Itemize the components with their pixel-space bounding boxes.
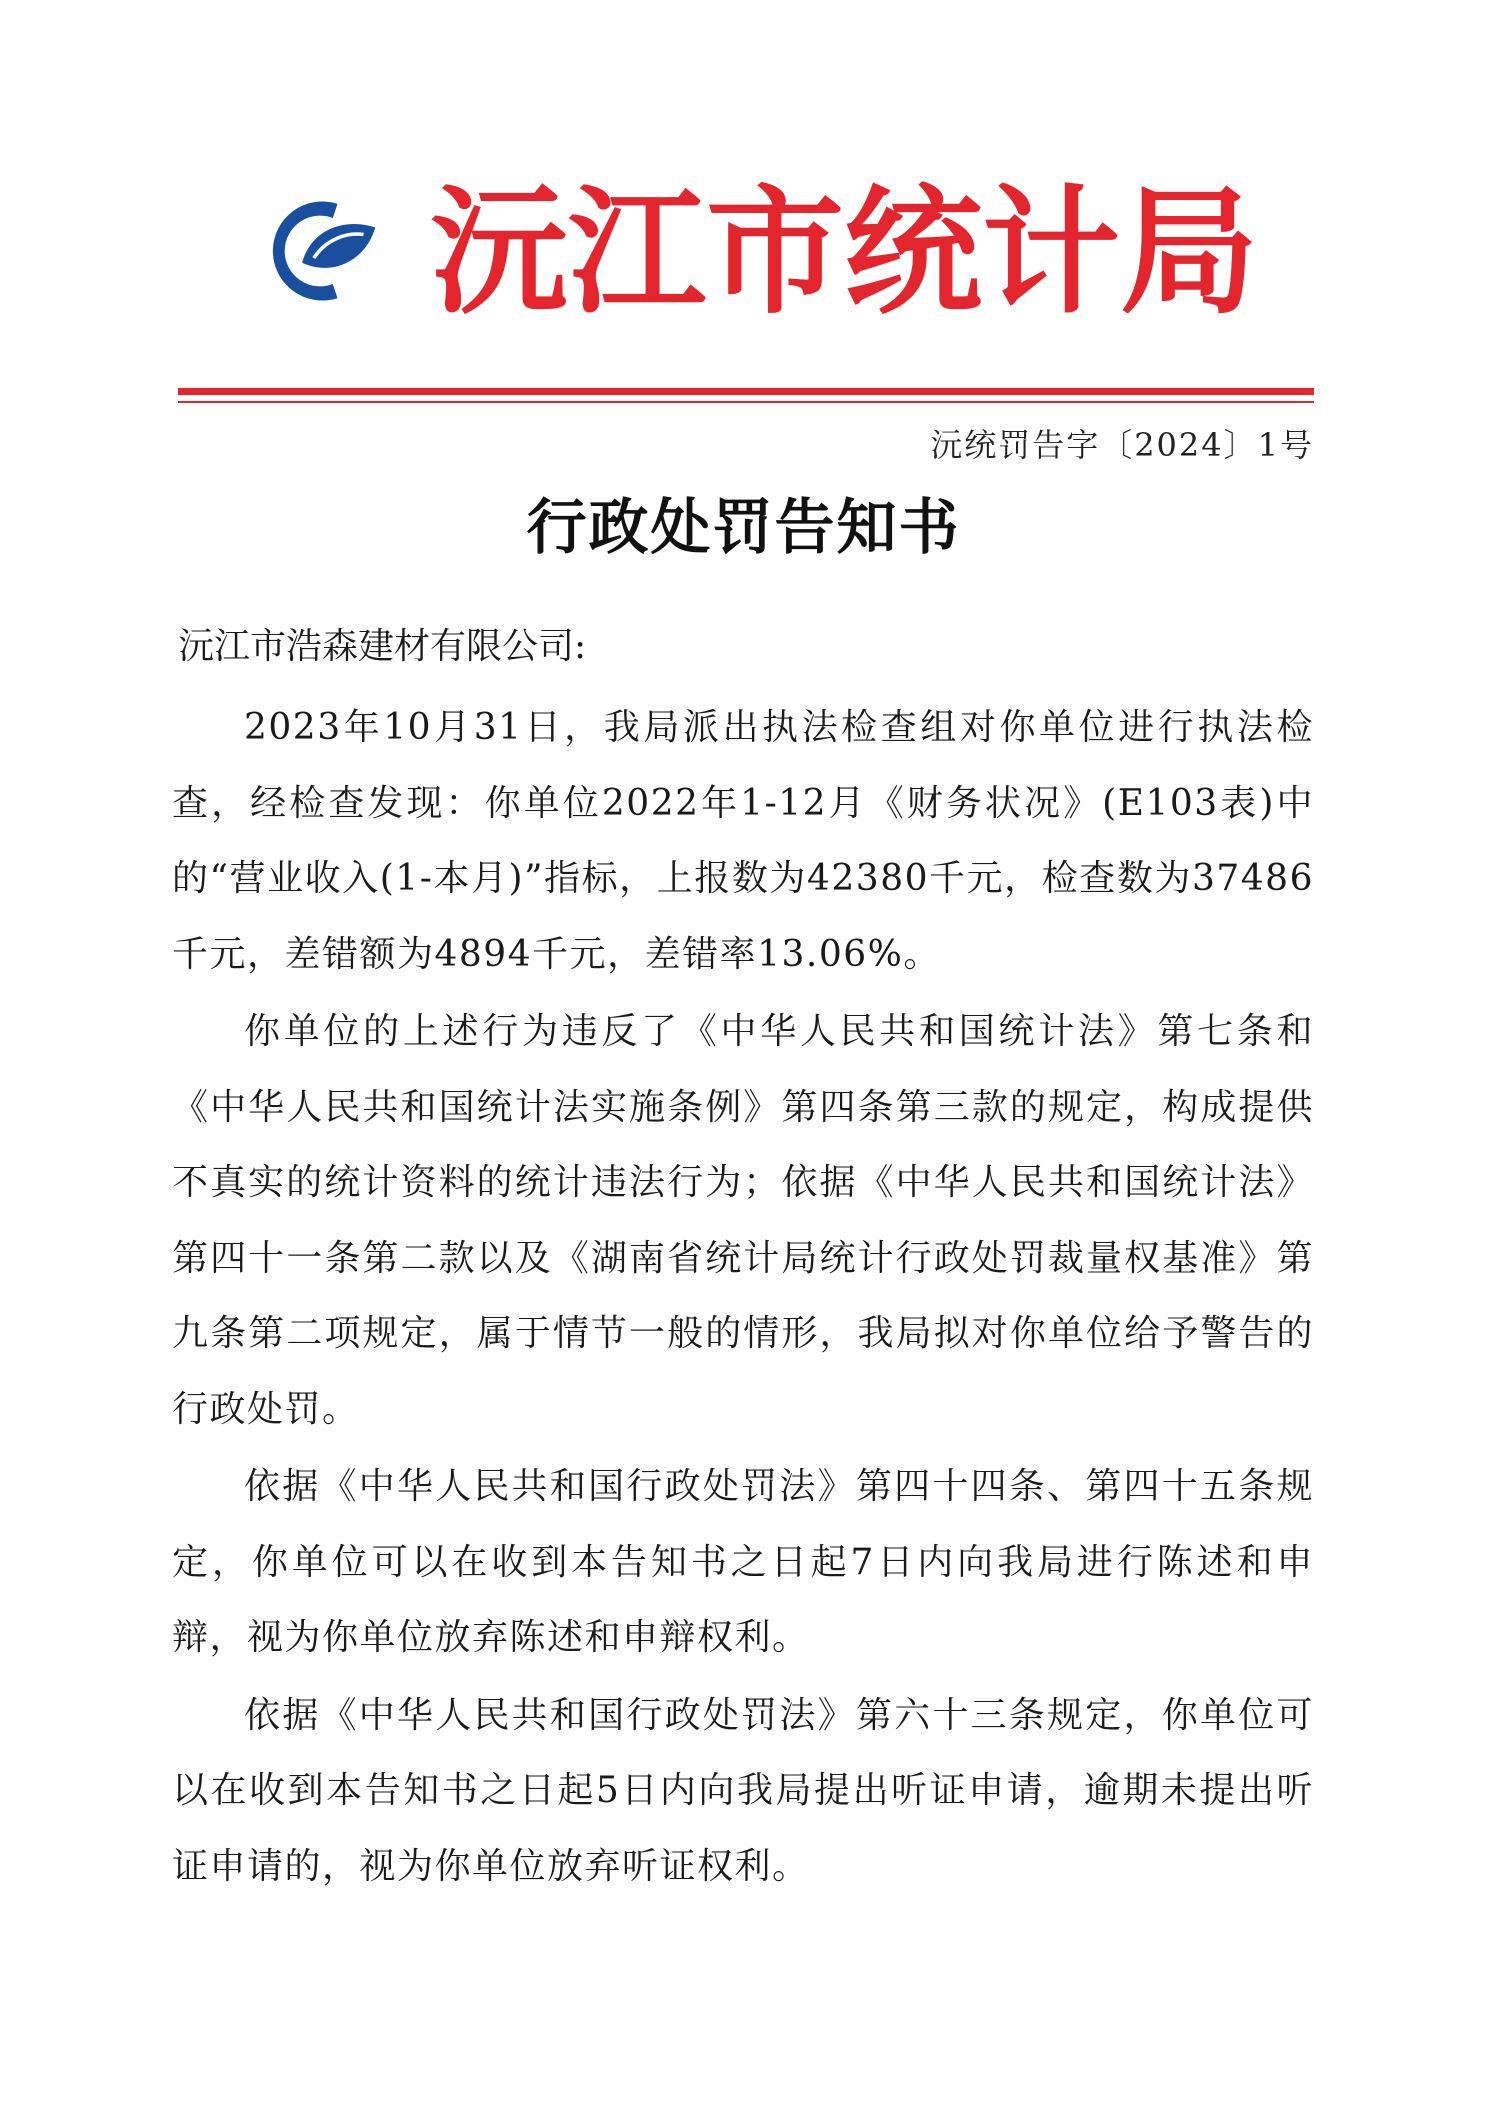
letterhead-divider-thick [178, 388, 1314, 395]
body-paragraph-right-to-hearing: 依据《中华人民共和国行政处罚法》第六十三条规定，你单位可以在收到本告知书之日起5日内向我局提出听证申请，逾期未提出听证申请的，视为你单位放弃听证权利。 [172, 1694, 1314, 1887]
document-body [172, 690, 1314, 1906]
agency-name-char: 沅 [430, 172, 569, 333]
agency-name-char: 江 [568, 172, 707, 333]
agency-name-char: 统 [844, 172, 983, 333]
agency-name [430, 168, 1259, 338]
body-paragraph-inspection-findings: 2023年10月31日，我局派出执法检查组对你单位进行执法检查，经检查发现：你单位2022年1-12月《财务状况》(E103表)中的“营业收入(1-本月)”指标，上报数为42380千元，检查数为37486千元，差错额为4894千元，差错率13.06%。 [172, 707, 1314, 975]
body-paragraph-violation-and-penalty: 你单位的上述行为违反了《中华人民共和国统计法》第七条和《中华人民共和国统计法实施条例》第四条第三款的规定，构成提供不真实的统计资料的统计违法行为；依据《中华人民共和国统计法》第四十一条第二款以及《湖南省统计局统计行政处罚裁量权基准》第九条第二项规定，属于情节一般的情形，我局拟对你单位给予警告的行政处罚。 [172, 1011, 1314, 1430]
body-paragraph-right-to-statement: 依据《中华人民共和国行政处罚法》第四十四条、第四十五条规定，你单位可以在收到本告知书之日起7日内向我局进行陈述和申辩，视为你单位放弃陈述和申辩权利。 [172, 1466, 1314, 1658]
agency-name-char: 局 [1120, 172, 1259, 333]
statistics-bureau-logo-icon [262, 192, 380, 310]
logo-inner-leaf [302, 224, 375, 268]
agency-name-char: 计 [982, 172, 1121, 333]
letterhead-divider-thin [178, 401, 1314, 403]
agency-name-char: 市 [706, 172, 845, 333]
addressee: 沅江市浩森建材有限公司: [178, 626, 587, 667]
document-title: 行政处罚告知书 [526, 493, 961, 563]
document-number: 沅统罚告字〔2024〕1号 [930, 426, 1314, 464]
